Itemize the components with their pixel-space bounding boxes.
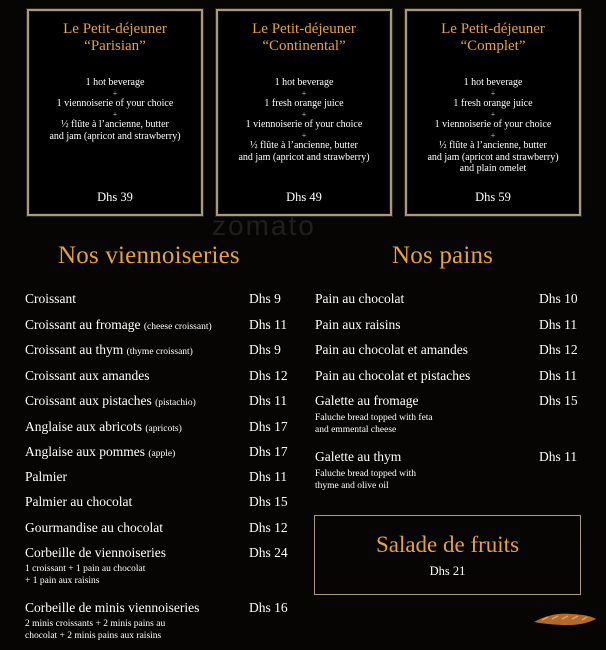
card-price: Dhs 59 — [475, 190, 511, 204]
plus-separator: + — [490, 109, 496, 119]
item-price: Dhs 11 — [249, 393, 288, 408]
card-item-line: and plain omelet — [459, 163, 527, 174]
item-name: Croissant aux amandes — [25, 368, 150, 383]
plus-separator: + — [301, 88, 307, 98]
card-price: Dhs 39 — [97, 190, 133, 204]
card-items — [29, 77, 201, 142]
item-name: Corbeille de viennoiseries — [25, 545, 166, 560]
item-price: Dhs 17 — [249, 444, 288, 459]
item-price: Dhs 17 — [249, 419, 288, 434]
menu-item — [25, 545, 166, 561]
menu-item — [25, 368, 149, 384]
description-line: 1 croissant + 1 pain au chocolat — [25, 564, 146, 574]
card-item-line: 1 fresh orange juice — [453, 98, 533, 109]
item-description — [315, 412, 433, 436]
description-line: + 1 pain aux raisins — [25, 576, 100, 586]
card-item-line: and jam (apricot and strawberry) — [238, 151, 370, 163]
plus-separator: + — [490, 130, 496, 140]
card-item-line: and jam (apricot and strawberry) — [49, 130, 181, 142]
menu-item — [25, 600, 199, 616]
item-price: Dhs 11 — [249, 469, 288, 484]
menu-item — [25, 393, 196, 411]
item-price: Dhs 11 — [249, 317, 288, 332]
card-item-line: and jam (apricot and strawberry) — [427, 151, 559, 163]
card-title: Le Petit-déjeuner — [63, 21, 167, 37]
item-name: Croissant au thym — [25, 342, 124, 357]
item-name: Galette au fromage — [315, 393, 419, 408]
item-price: Dhs 12 — [249, 520, 288, 535]
card-item-line: 1 viennoiserie of your choice — [434, 119, 552, 130]
card-title: Le Petit-déjeuner — [252, 21, 356, 37]
item-name: Pain aux raisins — [315, 317, 401, 332]
item-name: Palmier au chocolat — [25, 494, 133, 509]
item-note: (pistachio) — [155, 398, 196, 408]
menu-item — [25, 444, 175, 462]
item-price: Dhs 10 — [539, 291, 578, 306]
item-name: Anglaise aux abricots — [25, 419, 142, 434]
card-item-line: 1 fresh orange juice — [264, 98, 344, 109]
menu-item — [25, 494, 132, 510]
card-items — [407, 77, 579, 175]
item-price: Dhs 9 — [249, 291, 281, 306]
item-price: Dhs 12 — [249, 368, 288, 383]
item-name: Pain au chocolat et pistaches — [315, 368, 471, 383]
item-note: (apricots) — [145, 424, 182, 434]
card-price: Dhs 49 — [286, 190, 322, 204]
item-name: Anglaise aux pommes — [25, 444, 145, 459]
item-price: Dhs 15 — [249, 494, 288, 509]
salade-card — [314, 515, 581, 595]
breakfast-card-parisian — [27, 9, 203, 216]
item-note: (apple) — [148, 449, 176, 459]
plus-separator: + — [112, 88, 118, 98]
plus-separator: + — [301, 130, 307, 140]
menu-item — [25, 317, 212, 335]
salade-title: Salade de fruits — [375, 532, 520, 557]
item-name: Pain au chocolat — [315, 291, 405, 306]
description-line: thyme and olive oil — [315, 481, 389, 491]
card-title: Le Petit-déjeuner — [441, 21, 545, 37]
item-name: Galette au thym — [315, 449, 402, 464]
card-items — [218, 77, 390, 163]
salade-price: Dhs 21 — [429, 564, 466, 578]
item-price: Dhs 12 — [539, 342, 578, 357]
bread-image — [532, 608, 598, 628]
pains-heading: Nos pains — [392, 242, 494, 269]
plus-separator: + — [112, 109, 118, 119]
card-subtitle: “Complet” — [460, 38, 526, 54]
menu-item — [25, 469, 67, 485]
card-item-line: ½ flûte à l’ancienne, butter — [439, 140, 547, 151]
item-price: Dhs 11 — [539, 449, 578, 464]
item-name: Gourmandise au chocolat — [25, 520, 163, 535]
item-description — [25, 563, 145, 587]
menu-item — [25, 419, 182, 437]
breakfast-card-continental — [216, 9, 392, 216]
card-item-line: 1 viennoiserie of your choice — [56, 98, 174, 109]
item-description — [315, 468, 416, 492]
watermark: zomato — [212, 210, 316, 241]
card-item-line: 1 hot beverage — [463, 77, 523, 88]
menu-item — [25, 520, 163, 536]
item-price: Dhs 15 — [539, 393, 578, 408]
card-subtitle: “Continental” — [262, 38, 346, 54]
item-name: Croissant au fromage — [25, 317, 141, 332]
description-line: 2 minis croissants + 2 minis pains au — [25, 619, 166, 629]
menu-item — [25, 342, 193, 360]
item-name: Corbeille de minis viennoiseries — [25, 600, 200, 615]
card-item-line: 1 hot beverage — [85, 77, 145, 88]
item-description — [25, 618, 165, 642]
item-note: (thyme croissant) — [126, 347, 193, 357]
description-line: Faluche bread topped with — [315, 469, 417, 479]
item-name: Pain au chocolat et amandes — [315, 342, 468, 357]
item-price: Dhs 24 — [249, 545, 288, 560]
card-item-line: 1 hot beverage — [274, 77, 334, 88]
item-name: Palmier — [25, 469, 67, 484]
item-note: (cheese croissant) — [143, 322, 212, 332]
card-subtitle: “Parisian” — [84, 38, 146, 54]
viennoiseries-heading: Nos viennoiseries — [58, 242, 240, 269]
breakfast-card-complet — [405, 9, 581, 216]
card-item-line: ½ flûte à l’ancienne, butter — [250, 140, 358, 151]
description-line: Faluche bread topped with feta — [315, 413, 433, 423]
plus-separator: + — [301, 109, 307, 119]
item-name: Croissant — [25, 291, 77, 306]
card-item-line: ½ flûte à l’ancienne, butter — [61, 119, 169, 130]
card-item-line: 1 viennoiserie of your choice — [245, 119, 363, 130]
plus-separator: + — [490, 88, 496, 98]
description-line: and emmental cheese — [315, 425, 397, 435]
item-price: Dhs 9 — [249, 342, 281, 357]
item-price: Dhs 16 — [249, 600, 288, 615]
menu-item — [25, 291, 76, 307]
item-price: Dhs 11 — [539, 368, 578, 383]
description-line: chocolat + 2 minis pains aux raisins — [25, 631, 162, 641]
item-price: Dhs 11 — [539, 317, 578, 332]
item-name: Croissant aux pistaches — [25, 393, 152, 408]
